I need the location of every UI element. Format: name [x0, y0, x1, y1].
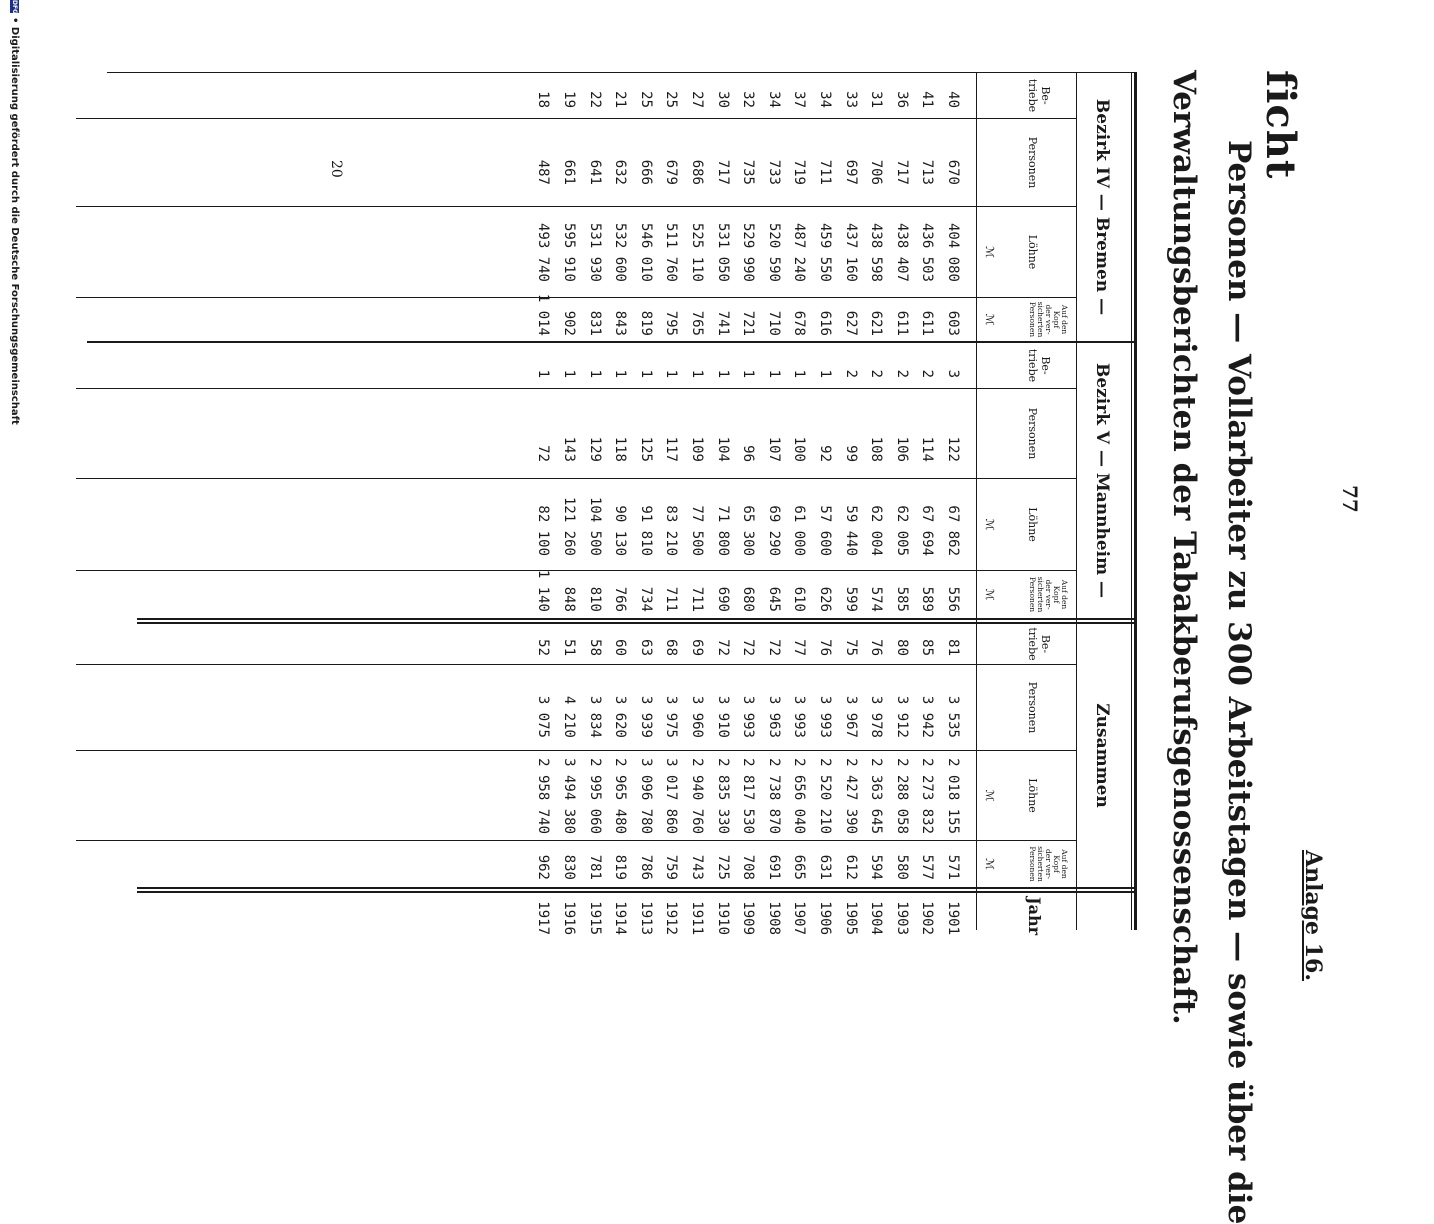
table-cell: 37	[791, 91, 808, 108]
table-top-rule-thin	[1131, 72, 1132, 930]
table-cell: 2 363 645	[868, 758, 885, 834]
table-cell: 62 005	[893, 505, 910, 556]
table-cell: 531 050	[714, 222, 731, 282]
table-cell: 679	[663, 159, 680, 185]
year-cell: 1915	[586, 901, 603, 935]
year-cell: 1904	[868, 901, 885, 935]
table-cell: 710	[765, 310, 782, 336]
table-cell: 25	[663, 91, 680, 108]
table-cell: 1	[817, 369, 833, 378]
table-cell: 520 590	[765, 222, 782, 282]
district-header-bezirk-4: Bezirk IV — Bremen —	[1092, 98, 1112, 316]
table-cell: 711	[689, 586, 705, 612]
table-cell: 25	[637, 91, 654, 108]
appendix-label: Anlage 16.	[1300, 850, 1326, 981]
year-cell: 1902	[919, 901, 936, 935]
table-cell: 706	[868, 159, 885, 185]
table-cell: 627	[842, 310, 859, 336]
table-cell: 717	[714, 159, 731, 185]
table-cell: 3 993	[817, 695, 833, 738]
table-cell: 734	[637, 586, 654, 612]
table-cell: 76	[817, 639, 833, 656]
table-cell: 741	[714, 310, 731, 336]
table-cell: 22	[586, 91, 603, 108]
table-cell: 735	[740, 159, 757, 185]
column-header-rule	[976, 72, 977, 930]
table-cell: 2 273 832	[919, 758, 936, 834]
table-cell: 2	[868, 369, 885, 378]
table-cell: 603	[945, 310, 961, 336]
col-betriebe-header-zus: Be- triebe	[1026, 627, 1052, 661]
table-cell: 2 835 330	[714, 758, 731, 834]
table-cell: 3 942	[919, 695, 936, 738]
unit-mark-b5-loehne: ℳ	[983, 518, 996, 531]
table-cell: 2 995 060	[586, 758, 603, 834]
year-cell: 1917	[535, 901, 552, 935]
table-cell: 1	[765, 369, 782, 378]
table-cell: 781	[586, 854, 603, 880]
table-cell: 902	[561, 310, 577, 336]
table-cell: 711	[663, 586, 680, 612]
table-cell: 2 656 040	[791, 758, 808, 834]
table-cell: 129	[586, 436, 603, 462]
table-cell: 125	[637, 436, 654, 462]
col-rule	[76, 570, 1076, 571]
table-cell: 30	[714, 91, 731, 108]
district-header-zusammen: Zusammen	[1092, 703, 1112, 808]
table-cell: 713	[919, 159, 936, 185]
table-cell: 71 800	[714, 505, 731, 556]
table-cell: 58	[586, 639, 603, 656]
district-header-bezirk-5: Bezirk V — Mannheim —	[1092, 362, 1112, 599]
table-cell: 104 500	[586, 496, 603, 556]
table-cell: 511 760	[663, 222, 680, 282]
col-rule	[76, 750, 1076, 751]
table-cell: 819	[612, 854, 629, 880]
table-cell: 106	[893, 436, 910, 462]
table-cell: 34	[817, 91, 833, 108]
table-cell: 404 080	[945, 222, 961, 282]
table-cell: 531 930	[586, 222, 603, 282]
table-cell: 77 500	[689, 505, 705, 556]
table-cell: 2 018 155	[945, 758, 961, 834]
col-per-head-header-zus: Auf den Kopf der ver- sicherten Personen	[1028, 846, 1069, 882]
table-cell: 765	[689, 310, 705, 336]
unit-mark-b5-kopf: ℳ	[983, 588, 996, 601]
table-cell: 40	[945, 91, 961, 108]
table-cell: 487 240	[791, 222, 808, 282]
page-number: 77	[1338, 485, 1362, 513]
table-cell: 708	[740, 854, 757, 880]
unit-mark-b4-loehne: ℳ	[983, 246, 996, 258]
table-cell: 459 550	[817, 222, 833, 282]
table-cell: 611	[919, 310, 936, 336]
table-cell: 670	[945, 159, 961, 185]
table-cell: 819	[637, 310, 654, 336]
table-cell: 631	[817, 854, 833, 880]
table-cell: 438 598	[868, 222, 885, 282]
funding-note-text: Digitalisierung gefördert durch die Deutsche Forschungsgemeinschaft	[9, 26, 20, 425]
table-cell: 143	[561, 436, 577, 462]
table-cell: 72	[714, 639, 731, 656]
table-cell: 32	[740, 91, 757, 108]
table-cell: 3 834	[586, 695, 603, 738]
table-cell: 60	[612, 639, 629, 656]
col-personen-header-b5: Personen	[1026, 407, 1039, 460]
table-cell: 31	[868, 91, 885, 108]
divider-zusammen-year-double	[137, 891, 1137, 893]
col-rule	[76, 664, 1076, 665]
year-cell: 1914	[612, 901, 629, 935]
table-cell: 57 600	[817, 505, 833, 556]
title-line-2: Personen — Vollarbeiter zu 300 Arbeitstagen — sowie über die	[1221, 140, 1257, 1224]
table-cell: 610	[791, 586, 808, 612]
table-cell: 67 694	[919, 505, 936, 556]
unit-mark-b4-kopf: ℳ	[983, 313, 996, 326]
table-cell: 612	[842, 854, 859, 880]
table-top-rule	[1134, 72, 1137, 930]
year-cell: 1905	[842, 901, 859, 935]
table-cell: 487	[535, 159, 552, 185]
year-cell: 1910	[714, 901, 731, 935]
table-cell: 100	[791, 436, 808, 462]
year-cell: 1908	[765, 901, 782, 935]
table-cell: 3 075	[535, 695, 552, 738]
table-cell: 574	[868, 586, 885, 612]
table-cell: 795	[663, 310, 680, 336]
table-cell: 3 096 780	[637, 758, 654, 834]
table-cell: 109	[689, 436, 705, 462]
table-left-rule	[107, 72, 1137, 73]
year-cell: 1911	[689, 901, 705, 935]
table-cell: 725	[714, 854, 731, 880]
table-cell: 34	[765, 91, 782, 108]
table-cell: 3 912	[893, 695, 910, 738]
table-cell: 436 503	[919, 222, 936, 282]
table-cell: 41	[919, 91, 936, 108]
col-personen-header-zus: Personen	[1026, 681, 1039, 734]
table-cell: 666	[637, 159, 654, 185]
table-cell: 21	[612, 91, 629, 108]
table-cell: 67 862	[945, 505, 961, 556]
divider-bezirk5-zusammen-double	[137, 622, 1137, 624]
col-loehne-header-b5: Löhne	[1026, 507, 1039, 542]
col-loehne-header-b4: Löhne	[1026, 234, 1039, 270]
table-cell: 27	[689, 91, 705, 108]
year-cell: 1903	[893, 901, 910, 935]
table-cell: 645	[765, 586, 782, 612]
table-cell: 2 288 058	[893, 758, 910, 834]
table-cell: 91 810	[637, 505, 654, 556]
table-cell: 96	[740, 445, 757, 462]
table-cell: 962	[535, 854, 552, 880]
year-cell: 1906	[817, 901, 833, 935]
table-cell: 641	[586, 159, 603, 185]
table-cell: 80	[893, 639, 910, 656]
table-cell: 3 975	[663, 695, 680, 738]
dfg-logo-icon: DFG	[11, 0, 19, 15]
table-cell: 2	[842, 369, 859, 378]
title-line-1: ficht	[1257, 70, 1304, 180]
table-cell: 107	[765, 436, 782, 462]
table-cell: 759	[663, 854, 680, 880]
table-cell: 2 965 480	[612, 758, 629, 834]
table-cell: 719	[791, 159, 808, 185]
table-cell: 3 535	[945, 695, 961, 738]
table-cell: 595 910	[561, 222, 577, 282]
district-header-rule	[1076, 72, 1077, 930]
table-cell: 493 740	[535, 222, 552, 282]
table-cell: 1	[586, 369, 603, 378]
table-cell: 577	[919, 854, 936, 880]
table-cell: 3 960	[689, 695, 705, 738]
table-cell: 743	[689, 854, 705, 880]
table-cell: 733	[765, 159, 782, 185]
table-cell: 571	[945, 854, 961, 880]
table-cell: 721	[740, 310, 757, 336]
table-cell: 118	[612, 436, 629, 462]
table-cell: 843	[612, 310, 629, 336]
col-rule	[76, 840, 1076, 841]
table-cell: 63	[637, 639, 654, 656]
table-cell: 665	[791, 854, 808, 880]
title-line-3: Verwaltungsberichten der Tabakberufsgenossenschaft.	[1166, 70, 1202, 1025]
table-cell: 76	[868, 639, 885, 656]
table-cell: 3 494 380	[561, 758, 577, 834]
funding-note	[4, 0, 20, 1000]
col-rule	[76, 206, 1076, 207]
table-cell: 3 963	[765, 695, 782, 738]
table-cell: 599	[842, 586, 859, 612]
year-cell: 1901	[945, 901, 961, 935]
table-cell: 85	[919, 639, 936, 656]
table-cell: 831	[586, 310, 603, 336]
table-cell: 81	[945, 639, 961, 656]
table-cell: 1	[714, 369, 731, 378]
table-cell: 114	[919, 436, 936, 462]
year-cell: 1913	[637, 901, 654, 935]
table-cell: 51	[561, 639, 577, 656]
table-cell: 1	[663, 369, 680, 378]
col-betriebe-header-b4: Be- triebe	[1026, 78, 1052, 113]
table-cell: 697	[842, 159, 859, 185]
table-cell: 1 014	[535, 293, 552, 336]
table-cell: 532 600	[612, 222, 629, 282]
table-cell: 117	[663, 436, 680, 462]
table-cell: 1	[791, 369, 808, 378]
table-cell: 1	[689, 369, 705, 378]
table-cell: 585	[893, 586, 910, 612]
table-cell: 62 004	[868, 505, 885, 556]
table-cell: 3 017 860	[663, 758, 680, 834]
table-cell: 1	[740, 369, 757, 378]
table-cell: 75	[842, 639, 859, 656]
table-cell: 3 993	[740, 695, 757, 738]
table-cell: 437 160	[842, 222, 859, 282]
table-cell: 1	[637, 369, 654, 378]
table-cell: 786	[637, 854, 654, 880]
table-cell: 4 210	[561, 695, 577, 738]
table-cell: 661	[561, 159, 577, 185]
table-cell: 3 939	[637, 695, 654, 738]
bottom-page-mark: 20	[328, 160, 344, 178]
table-cell: 77	[791, 639, 808, 656]
table-cell: 556	[945, 586, 961, 612]
year-header: Jahr	[1025, 897, 1044, 935]
divider-bezirk4-bezirk5	[87, 341, 1137, 343]
col-personen-header-b4: Personen	[1026, 136, 1039, 189]
table-cell: 438 407	[893, 222, 910, 282]
table-cell: 59 440	[842, 505, 859, 556]
year-cell: 1907	[791, 901, 808, 935]
table-cell: 121 260	[561, 496, 577, 556]
table-cell: 589	[919, 586, 936, 612]
table-cell: 2 958 740	[535, 758, 552, 834]
table-cell: 69 290	[765, 505, 782, 556]
funding-separator: •	[9, 17, 20, 24]
table-cell: 680	[740, 586, 757, 612]
table-cell: 99	[842, 445, 859, 462]
table-cell: 1	[561, 369, 577, 378]
table-cell: 525 110	[689, 222, 705, 282]
table-cell: 72	[765, 639, 782, 656]
table-cell: 61 000	[791, 505, 808, 556]
table-cell: 52	[535, 639, 552, 656]
table-cell: 766	[612, 586, 629, 612]
table-cell: 2 738 870	[765, 758, 782, 834]
table-cell: 2	[893, 369, 910, 378]
table-cell: 717	[893, 159, 910, 185]
table-cell: 3 993	[791, 695, 808, 738]
table-cell: 810	[586, 586, 603, 612]
table-cell: 686	[689, 159, 705, 185]
col-rule	[76, 478, 1076, 479]
table-cell: 92	[817, 445, 833, 462]
col-betriebe-header-b5: Be- triebe	[1026, 348, 1052, 383]
table-cell: 33	[842, 91, 859, 108]
col-rule	[76, 297, 1076, 298]
table-cell: 848	[561, 586, 577, 612]
divider-bezirk5-zusammen	[137, 618, 1137, 620]
table-cell: 2 817 530	[740, 758, 757, 834]
table-cell: 711	[817, 159, 833, 185]
table-cell: 580	[893, 854, 910, 880]
col-rule	[76, 388, 1076, 389]
table-cell: 1	[535, 369, 552, 378]
table-cell: 82 100	[535, 505, 552, 556]
table-cell: 36	[893, 91, 910, 108]
year-cell: 1916	[561, 901, 577, 935]
table-cell: 632	[612, 159, 629, 185]
table-cell: 72	[740, 639, 757, 656]
col-per-head-header-b4: Auf den Kopf der ver- sicherten Personen	[1028, 301, 1069, 338]
table-cell: 3 620	[612, 695, 629, 738]
table-cell: 3	[945, 369, 961, 378]
table-cell: 2 427 390	[842, 758, 859, 834]
table-cell: 83 210	[663, 505, 680, 556]
table-cell: 1 140	[535, 569, 552, 612]
table-cell: 616	[817, 310, 833, 336]
table-cell: 122	[945, 436, 961, 462]
table-cell: 3 910	[714, 695, 731, 738]
table-cell: 3 967	[842, 695, 859, 738]
table-cell: 18	[535, 91, 552, 108]
table-cell: 68	[663, 639, 680, 656]
table-cell: 19	[561, 91, 577, 108]
table-cell: 2 940 760	[689, 758, 705, 834]
table-cell: 529 990	[740, 222, 757, 282]
table-cell: 2 520 210	[817, 758, 833, 834]
table-cell: 830	[561, 854, 577, 880]
table-cell: 104	[714, 436, 731, 462]
table-cell: 90 130	[612, 505, 629, 556]
year-cell: 1912	[663, 901, 680, 935]
unit-mark-zus-kopf: ℳ	[983, 858, 996, 870]
table-cell: 72	[535, 445, 552, 462]
table-cell: 678	[791, 310, 808, 336]
col-loehne-header-zus: Löhne	[1026, 778, 1039, 813]
col-per-head-header-b5: Auf den Kopf der ver- sicherten Personen	[1028, 576, 1069, 613]
col-rule	[76, 118, 1076, 119]
table-cell: 546 010	[637, 222, 654, 282]
table-cell: 65 300	[740, 505, 757, 556]
divider-zusammen-year	[137, 887, 1137, 889]
table-cell: 69	[689, 639, 705, 656]
table-cell: 594	[868, 854, 885, 880]
table-cell: 690	[714, 586, 731, 612]
table-cell: 3 978	[868, 695, 885, 738]
year-cell: 1909	[740, 901, 757, 935]
table-cell: 108	[868, 436, 885, 462]
table-cell: 1	[612, 369, 629, 378]
table-cell: 611	[893, 310, 910, 336]
table-cell: 621	[868, 310, 885, 336]
table-cell: 2	[919, 369, 936, 378]
table-cell: 691	[765, 854, 782, 880]
unit-mark-zus-loehne: ℳ	[983, 789, 996, 802]
table-cell: 626	[817, 586, 833, 612]
